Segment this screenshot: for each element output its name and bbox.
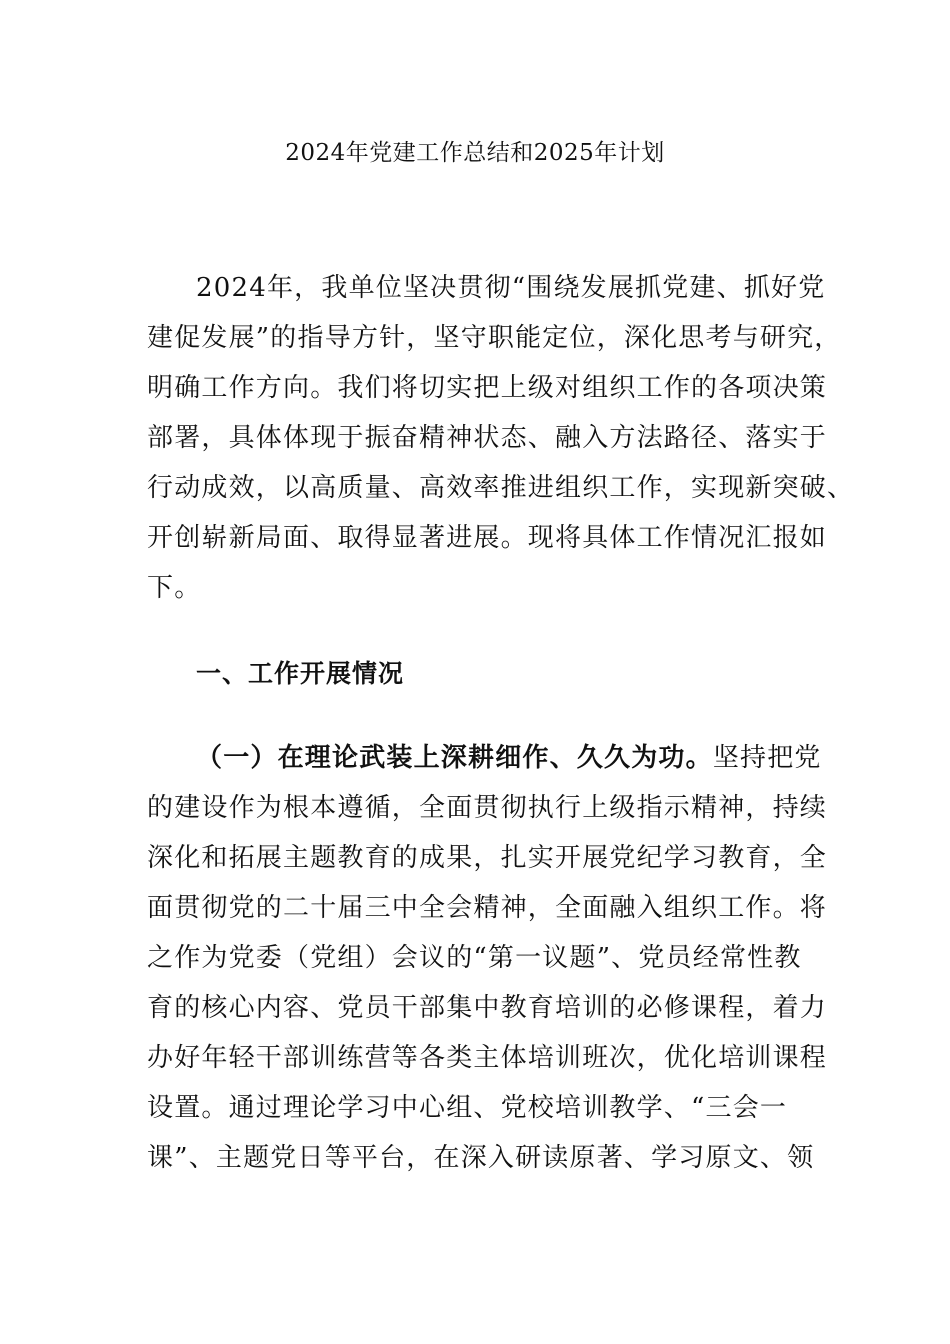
intro-paragraph-line: 下。 [147,573,202,603]
intro-paragraph-line: 开创崭新局面、取得显著进展。现将具体工作情况汇报如 [147,523,828,553]
body-paragraph-line: 之作为党委（党组）会议的“第一议题”、党员经常性教 [147,943,802,973]
intro-paragraph-line: 部署，具体体现于振奋精神状态、融入方法路径、落实于 [147,423,828,453]
intro-paragraph-line: 行动成效，以高质量、高效率推进组织工作，实现新突破、 [147,473,855,503]
body-paragraph-line: 的建设作为根本遵循，全面贯彻执行上级指示精神，持续 [147,793,828,823]
body-paragraph-line: 面贯彻党的二十届三中全会精神，全面融入组织工作。将 [147,893,828,923]
subsection-first-text: 坚持把党 [712,743,822,773]
section-heading: 一、工作开展情况 [196,659,405,688]
body-paragraph-line: 办好年轻干部训练营等各类主体培训班次，优化培训课程 [147,1043,828,1073]
body-paragraph-line: 深化和拓展主题教育的成果，扎实开展党纪学习教育，全 [147,843,828,873]
intro-paragraph-line: 明确工作方向。我们将切实把上级对组织工作的各项决策 [147,373,828,403]
body-paragraph-line: 育的核心内容、党员干部集中教育培训的必修课程，着力 [147,993,828,1023]
subsection-first-line [196,740,856,776]
body-paragraph-line: 设置。通过理论学习中心组、党校培训教学、“三会一 [147,1093,788,1123]
intro-paragraph-line: 2024年，我单位坚决贯彻“围绕发展抓党建、抓好党 [196,273,826,303]
subsection-heading: （一）在理论武装上深耕细作、久久为功。 [196,743,713,773]
intro-paragraph-line: 建促发展”的指导方针，坚守职能定位，深化思考与研究， [147,323,842,353]
document-title: 2024年党建工作总结和2025年计划 [285,140,665,166]
body-paragraph-line: 课”、主题党日等平台，在深入研读原著、学习原文、领 [147,1143,815,1173]
